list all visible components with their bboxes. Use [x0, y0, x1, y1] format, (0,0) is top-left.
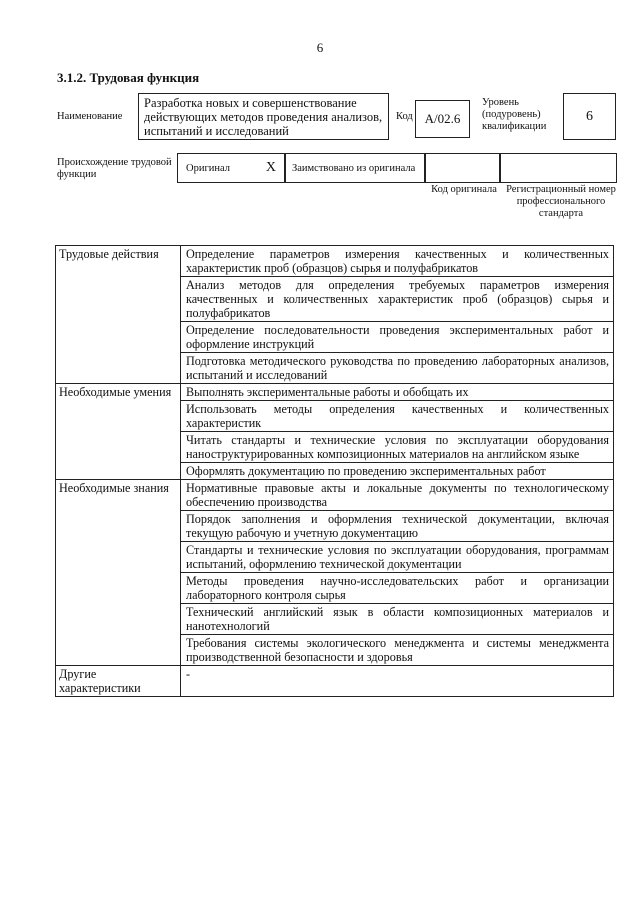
- function-table: [55, 245, 614, 697]
- original-label: Оригинал: [186, 162, 230, 174]
- section-heading: 3.1.2. Трудовая функция: [57, 70, 200, 85]
- list-item: Методы проведения научно-исследовательских работ и организации лабораторного контроля сырья: [181, 573, 614, 604]
- list-item: Технический английский язык в области композиционных материалов и нанотехнологий: [181, 604, 614, 635]
- list-item: -: [181, 666, 614, 697]
- list-item: Порядок заполнения и оформления технической документации, включая текущую рабочую и учетную документацию: [181, 511, 614, 542]
- origin-row: [177, 153, 617, 183]
- reg-number-cell: [500, 153, 617, 183]
- list-item: Требования системы экологического менеджмента и системы менеджмента производственной безопасности и здоровья: [181, 635, 614, 666]
- function-name: Разработка новых и совершенствование действующих методов проведения анализов, испытаний и исследований: [138, 93, 389, 140]
- original-mark: X: [265, 160, 276, 175]
- list-item: Читать стандарты и технические условия по эксплуатации оборудования наноструктурированных композиционных материалов на английском языке: [181, 432, 614, 463]
- original-cell: [177, 153, 285, 183]
- name-label: Наименование: [57, 111, 123, 122]
- category-cell: Необходимые умения: [56, 384, 181, 480]
- list-item: Определение последовательности проведения экспериментальных работ и оформление инструкций: [181, 322, 614, 353]
- code-label: Код: [396, 111, 413, 122]
- page-number: 6: [316, 40, 324, 55]
- table-row: [56, 480, 614, 511]
- code-value: А/02.6: [415, 100, 470, 138]
- list-item: Анализ методов для определения требуемых параметров измерения качественных и количественных характеристик проб (образцов) сырья и полуфабрикатов: [181, 277, 614, 322]
- list-item: Подготовка методического руководства по проведению лабораторных анализов, испытаний и исследований: [181, 353, 614, 384]
- borrowed-cell: [285, 153, 425, 183]
- category-cell: Другие характеристики: [56, 666, 181, 697]
- list-item: Определение параметров измерения качественных и количественных характеристик проб (образцов) сырья и полуфабрикатов: [181, 246, 614, 277]
- reg-caption: Регистрационный номер профессионального стандарта: [506, 184, 616, 219]
- list-item: Стандарты и технические условия по эксплуатации оборудования, программам испытаний, оформлению технической документации: [181, 542, 614, 573]
- level-label: Уровень (подуровень) квалификации: [482, 97, 547, 132]
- level-value: 6: [563, 93, 616, 140]
- table-row: [56, 666, 614, 697]
- table-row: [56, 384, 614, 401]
- list-item: Оформлять документацию по проведению экспериментальных работ: [181, 463, 614, 480]
- category-cell: Трудовые действия: [56, 246, 181, 384]
- code-caption: Код оригинала: [431, 184, 497, 195]
- table-row: [56, 246, 614, 277]
- list-item: Использовать методы определения качественных и количественных характеристик: [181, 401, 614, 432]
- category-cell: Необходимые знания: [56, 480, 181, 666]
- origin-label: Происхождение трудовой функции: [57, 157, 172, 180]
- borrowed-label: Заимствовано из оригинала: [292, 162, 416, 174]
- original-code-cell: [425, 153, 500, 183]
- list-item: Выполнять экспериментальные работы и обобщать их: [181, 384, 614, 401]
- list-item: Нормативные правовые акты и локальные документы по технологическому обеспечению производства: [181, 480, 614, 511]
